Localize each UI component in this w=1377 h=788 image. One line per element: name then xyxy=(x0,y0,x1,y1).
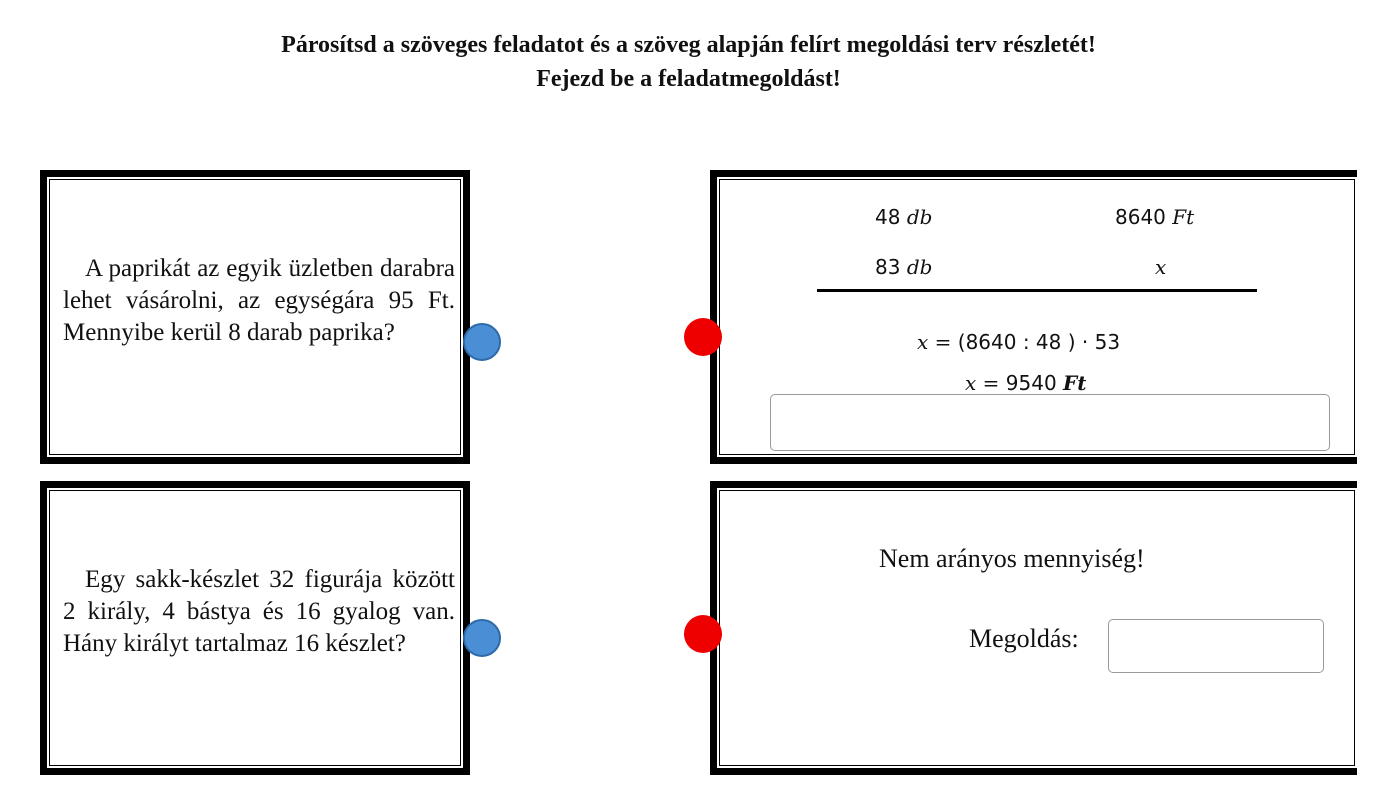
plan-2-connector-dot[interactable] xyxy=(684,615,722,653)
equation-2-lhs: x = xyxy=(965,371,1000,391)
row2-quantity xyxy=(875,255,932,279)
equation-1 xyxy=(917,330,1120,354)
plan-card-not-proportional[interactable] xyxy=(710,481,1357,775)
equation-1-lhs: x = xyxy=(917,330,952,354)
problem-card-chess[interactable] xyxy=(40,481,470,775)
row2-unknown: x xyxy=(1155,255,1167,279)
plan-1-answer-input[interactable] xyxy=(770,394,1330,451)
problem-text-paprika: A paprikát az egyik üzletben darabra lehet vásárolni, az egységára 95 Ft. Mennyibe kerül 8 darab paprika? xyxy=(63,255,455,346)
equation-2-unit: Ft xyxy=(1063,371,1087,391)
row2-quantity-unit: db xyxy=(906,255,933,279)
instructions-line-2: Fejezd be a feladatmegoldást! xyxy=(536,66,841,92)
instructions-title xyxy=(0,28,1377,96)
problem-1-connector-dot[interactable] xyxy=(463,323,501,361)
instructions-line-1: Párosítsd a szöveges feladatot és a szöveg alapján felírt megoldási terv részletét! xyxy=(281,32,1096,58)
row1-quantity xyxy=(875,205,932,229)
answer-label: Megoldás: xyxy=(969,624,1079,653)
row1-price-number: 8640 xyxy=(1115,205,1166,229)
fraction-divider xyxy=(817,289,1257,292)
equation-2 xyxy=(965,371,1086,391)
problem-2-connector-dot[interactable] xyxy=(463,619,501,657)
row1-quantity-unit: db xyxy=(906,205,933,229)
plan-2-answer-input[interactable] xyxy=(1108,619,1324,673)
problem-text-chess: Egy sakk-készlet 32 figurája között 2 király, 4 bástya és 16 gyalog van. Hány királyt tartalmaz 16 készlet? xyxy=(63,566,455,657)
plan-card-proportion[interactable] xyxy=(710,170,1357,464)
row1-quantity-number: 48 xyxy=(875,205,901,229)
row1-price-unit: Ft xyxy=(1172,205,1195,229)
equation-2-number: 9540 xyxy=(1005,371,1057,391)
row1-price xyxy=(1115,205,1194,229)
problem-card-paprika[interactable] xyxy=(40,170,470,464)
equation-1-rhs: (8640 : 48 ) · 53 xyxy=(957,330,1121,354)
plan-1-connector-dot[interactable] xyxy=(684,318,722,356)
row2-quantity-number: 83 xyxy=(875,255,901,279)
not-proportional-statement: Nem arányos mennyiség! xyxy=(879,544,1145,573)
